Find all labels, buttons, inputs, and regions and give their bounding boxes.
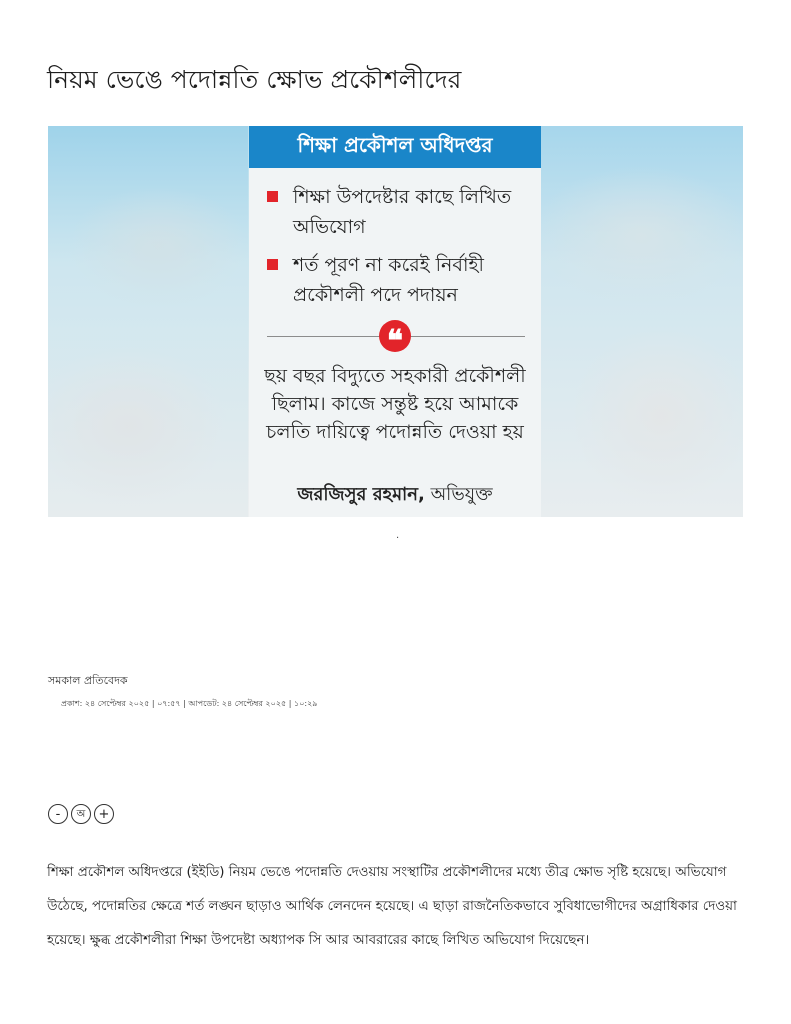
quote-mark-icon: ❝ — [379, 320, 411, 352]
font-increase-button[interactable]: + — [94, 804, 114, 824]
article-body: শিক্ষা প্রকৌশল অধিদপ্তরে (ইইডি) নিয়ম ভেঙে পদোন্নতি দেওয়ায় সংস্থাটির প্রকৌশলীদের মধ্যে তীব্র ক্ষোভ সৃষ্টি হয়েছে। অভিযোগ উঠেছে, পদোন্নতির ক্ষেত্রে শর্ত লঙ্ঘন ছাড়াও আর্থিক লেনদেন হয়েছে। এ ছাড়া রাজনৈতিকভাবে সুবিধাভোগীদের অগ্রাধিকার দেওয়া হয়েছে। ক্ষুব্ধ প্রকৌশলীরা শিক্ষা উপদেষ্টা অধ্যাপক সি আর আবরারের কাছে লিখিত অভিযোগ দিয়েছেন। — [47, 865, 737, 948]
infographic-header: শিক্ষা প্রকৌশল অধিদপ্তর — [249, 126, 541, 168]
quote-author-role: অভিযুক্ত — [424, 484, 493, 505]
quote-text: ছয় বছর বিদ্যুতে সহকারী প্রকৌশলী ছিলাম। কাজে সন্তুষ্ট হয়ে আমাকে চলতি দায়িত্বে পদোন্নতি দেওয়া হয় — [264, 365, 526, 443]
hero-background-right — [541, 126, 743, 517]
hero-background-left — [48, 126, 248, 517]
publish-meta: প্রকাশ: ২৪ সেপ্টেম্বর ২০২৫ | ০৭:৫৭ | আপডেট: ২৪ সেপ্টেম্বর ২০২৫ | ১০:২৯ — [61, 699, 318, 708]
font-size-controls — [48, 804, 114, 824]
font-reset-button[interactable]: অ — [71, 804, 91, 824]
bullet-square-icon — [267, 259, 278, 270]
quote-author-name: জরজিসুর রহমান, — [297, 484, 425, 505]
image-caption: . — [396, 530, 400, 541]
infographic-card — [249, 126, 541, 517]
font-decrease-button[interactable]: - — [48, 804, 68, 824]
bullet-text: শিক্ষা উপদেষ্টার কাছে লিখিত অভিযোগ — [293, 186, 512, 238]
infographic-bullet — [267, 182, 532, 244]
quote-author — [249, 480, 541, 511]
reporter-byline[interactable]: সমকাল প্রতিবেদক — [48, 674, 128, 687]
article-headline: নিয়ম ভেঙে পদোন্নতি ক্ষোভ প্রকৌশলীদের — [47, 65, 462, 94]
infographic-bullet — [267, 250, 532, 312]
bullet-text: শর্ত পূরণ না করেই নির্বাহী প্রকৌশলী পদে পদায়ন — [293, 254, 484, 306]
hero-image — [48, 126, 743, 517]
bullet-square-icon — [267, 191, 278, 202]
